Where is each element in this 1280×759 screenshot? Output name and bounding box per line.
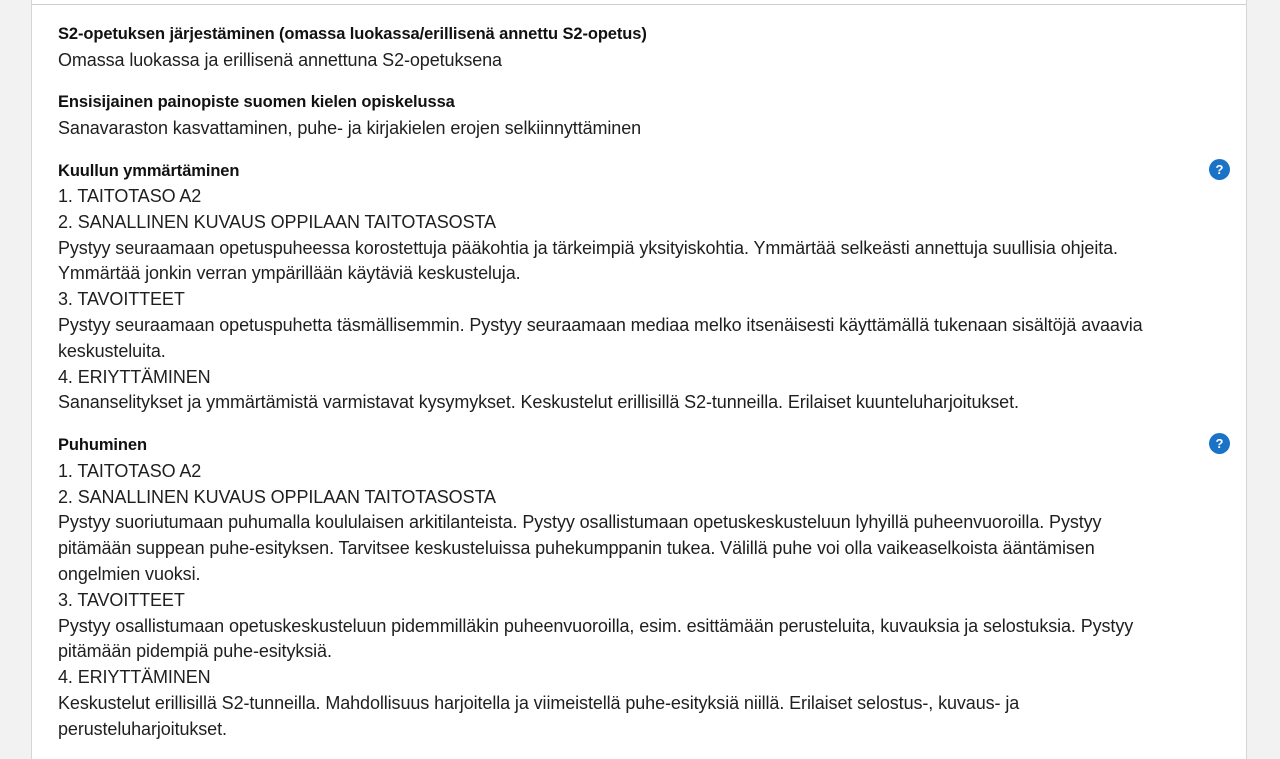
- help-icon[interactable]: ?: [1209, 159, 1230, 180]
- description-text: pitämään suppean puhe-esityksen. Tarvitsee keskusteluissa puhekumppanin tukea. Välillä puhe voi olla vaikeaselkoista ääntämisen: [58, 538, 1095, 559]
- differentiation-text: Sananselitykset ja ymmärtämistä varmistavat kysymykset. Keskustelut erillisillä S2-tunneilla. Erilaiset kuunteluharjoitukset.: [58, 392, 1019, 413]
- description-text: Ymmärtää jonkin verran ympärillään käytäviä keskusteluja.: [58, 263, 521, 284]
- scrolled-content-edge: [32, 0, 1246, 5]
- document-page: [31, 0, 1247, 759]
- help-icon[interactable]: ?: [1209, 433, 1230, 454]
- section-primary-focus: [58, 90, 1218, 141]
- section-heading: Kuullun ymmärtäminen: [58, 161, 240, 180]
- section-text: Omassa luokassa ja erillisenä annettuna S2-opetuksena: [58, 49, 502, 70]
- section-heading: Puhuminen: [58, 436, 147, 455]
- description-label: 2. SANALLINEN KUVAUS OPPILAAN TAITOTASOSTA: [58, 486, 496, 507]
- assessment-content: [58, 22, 1224, 759]
- section-heading: Ensisijainen painopiste suomen kielen opiskelussa: [58, 93, 455, 112]
- section-s2-arrangement: [58, 22, 1218, 73]
- goals-text: keskusteluita.: [58, 340, 166, 361]
- goals-text: pitämään pidempiä puhe-esityksiä.: [58, 641, 332, 662]
- section-text: Sanavaraston kasvattaminen, puhe- ja kirjakielen erojen selkiinnyttäminen: [58, 117, 642, 138]
- goals-label: 3. TAVOITTEET: [58, 589, 185, 610]
- goals-text: Pystyy osallistumaan opetuskeskusteluun pidemmilläkin puheenvuoroilla, esim. esittämään perusteluita, kuvauksia ja selostuksia. Pystyy: [58, 615, 1134, 636]
- differentiation-text: Keskustelut erillisillä S2-tunneilla. Mahdollisuus harjoitella ja viimeistellä puhe-esityksiä niillä. Erilaiset selostus-, kuvaus- ja: [58, 692, 1020, 713]
- differentiation-label: 4. ERIYTTÄMINEN: [58, 366, 211, 387]
- description-text: Pystyy suoriutumaan puhumalla koululaisen arkitilanteista. Pystyy osallistumaan opetuskeskusteluun lyhyillä puheenvuoroilla. Pystyy: [58, 512, 1102, 533]
- differentiation-label: 4. ERIYTTÄMINEN: [58, 667, 211, 688]
- goals-text: Pystyy seuraamaan opetuspuhetta täsmällisemmin. Pystyy seuraamaan mediaa melko itsenäisesti käyttämällä tukenaan sisältöjä avaavia: [58, 315, 1143, 336]
- skill-level-label: 1. TAITOTASO A2: [58, 186, 202, 207]
- section-speaking: [58, 433, 1224, 742]
- section-heading: S2-opetuksen järjestäminen (omassa luokassa/erillisenä annettu S2-opetus): [58, 25, 647, 43]
- differentiation-text: perusteluharjoitukset.: [58, 718, 227, 739]
- section-listening-comprehension: [58, 159, 1224, 417]
- description-label: 2. SANALLINEN KUVAUS OPPILAAN TAITOTASOSTA: [58, 211, 496, 232]
- skill-level-label: 1. TAITOTASO A2: [58, 460, 202, 481]
- description-text: ongelmien vuoksi.: [58, 563, 201, 584]
- goals-label: 3. TAVOITTEET: [58, 289, 185, 310]
- description-text: Pystyy seuraamaan opetuspuheessa korostettuja pääkohtia ja tärkeimpiä yksityiskohtia. Ymmärtää selkeästi annettuja suullisia ohjeita.: [58, 237, 1118, 258]
